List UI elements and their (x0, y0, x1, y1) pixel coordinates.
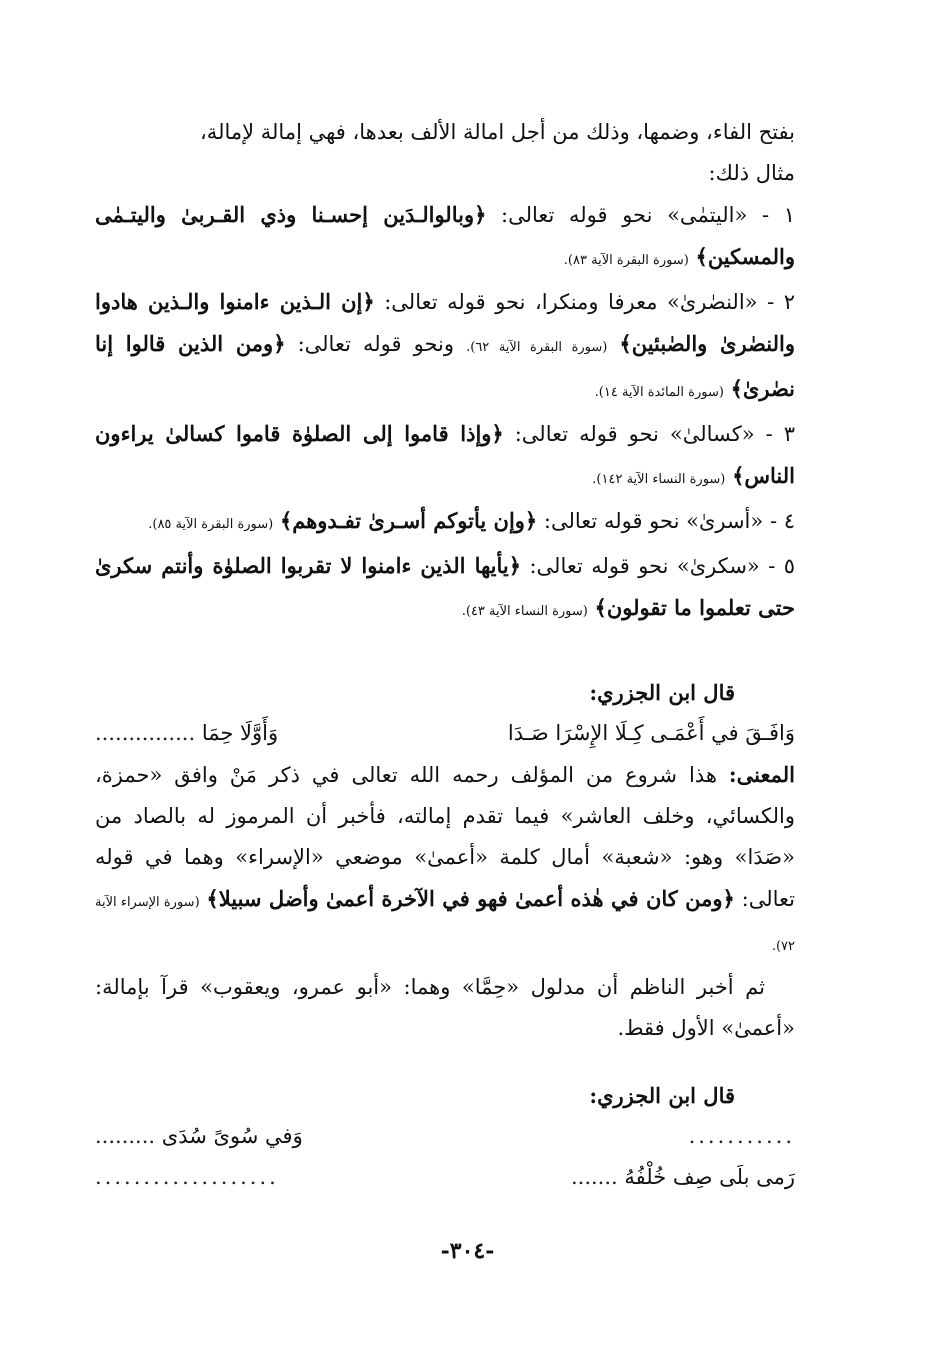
verse-reference: (سورة البقرة الآية ٨٥). (148, 517, 274, 532)
section-heading: قال ابن الجزري: (589, 680, 735, 705)
quran-verse: ﴿إن الـذين ءامنوا والـذين هادوا والنصٰرىٰ والصٰبئين﴾ (95, 289, 795, 356)
poem-dots: ........... (688, 1124, 795, 1148)
example-lead: «كسالىٰ» نحو قوله تعالى: (514, 422, 755, 446)
example-lead: «النصٰرىٰ» معرفا ومنكرا، نحو قوله تعالى: (384, 290, 758, 314)
poem-text: وَأَوَّلَا حِمَا (201, 721, 279, 745)
intro-paragraph (95, 112, 795, 194)
explanation-paragraph: ثم أخبر الناظم أن مدلول «حِمَّا» وهما: «أبو عمرو، ويعقوب» قرآ بإمالة: «أعمىٰ» الأول فقط. (95, 975, 795, 1040)
poem-hemistich-right: وَافَـقَ في أَعْمَـى كِـلَا الإِسْرَا صَـدَا (507, 721, 795, 745)
poem-line (95, 713, 795, 754)
example-5 (95, 545, 795, 632)
example-2 (95, 281, 795, 413)
example-3 (95, 413, 795, 500)
example-number: ٣ - (765, 422, 795, 446)
quran-verse: ﴿وإذا قاموا إلى الصلوٰة قاموا كسالىٰ يراءون الناس﴾ (95, 421, 795, 488)
example-lead: «اليتمٰى» نحو قوله تعالى: (501, 203, 748, 227)
example-1 (95, 194, 795, 281)
quran-verse: ﴿ومن كان في هٰذه أعمىٰ فهو في الآخرة أعمىٰ وأضل سبيلا﴾ (206, 886, 735, 911)
example-number: ١ - (761, 203, 795, 227)
intro-line-1: بفتح الفاء، وضمها، وذلك من أجل امالة الألف بعدها، فهي إمالة لإمالة، (200, 120, 795, 144)
meaning-paragraph (95, 754, 795, 967)
verse-reference: (سورة النساء الآية ٤٣). (461, 604, 588, 619)
example-lead: «سكرىٰ» نحو قوله تعالى: (529, 554, 760, 578)
poem-dots: ....... (570, 1165, 618, 1189)
example-lead-2: ونحو قوله تعالى: (297, 332, 455, 356)
poem-dots: ................... (95, 1165, 279, 1189)
verse-reference: (سورة البقرة الآية ٦٢). (466, 340, 608, 355)
poem-dots: ............... (95, 721, 196, 745)
verse-reference-2: (سورة المائدة الآية ١٤). (594, 385, 724, 400)
example-lead: «أسرىٰ» نحو قوله تعالى: (543, 509, 764, 533)
poem-hemistich-right (571, 1157, 795, 1198)
poem-text: وَفي سُوىً سُدَى (161, 1124, 303, 1148)
poem-text: رَمى بلَى صِف خُلْفُهُ (624, 1165, 795, 1189)
poem-line-1 (95, 1116, 795, 1157)
example-number: ٥ - (768, 554, 795, 578)
verse-reference: (سورة الإسراء الآية ٧٢). (95, 895, 795, 954)
page-body (95, 112, 795, 1198)
quran-verse: ﴿يأيها الذين ءامنوا لا تقربوا الصلوٰة وأنتم سكرىٰ حتى تعلموا ما تقولون﴾ (95, 553, 795, 620)
verse-reference: (سورة النساء الآية ١٤٢). (592, 472, 726, 487)
example-number: ٢ - (767, 290, 795, 314)
example-number: ٤ - (769, 509, 795, 533)
meaning-text: هذا شروع من المؤلف رحمه الله تعالى في ذكر مَنْ وافق «حمزة، والكسائي، وخلف العاشر» فيما تقدم إمالته، فأخبر أن المرموز له بالصاد من «صَدَا» وهو: «شعبة» أمال كلمة «أعمىٰ» موضعي «الإسراء» وهما في قوله تعالى: (95, 763, 795, 911)
example-4 (95, 500, 795, 545)
quran-verse: ﴿وإن يأتوكم أسـرىٰ تفـدوهم﴾ (279, 508, 538, 533)
intro-line-2: مثال ذلك: (708, 161, 795, 185)
poem-line-2 (95, 1157, 795, 1198)
poem-dots: ......... (95, 1124, 156, 1148)
poem-hemistich-left (95, 1116, 303, 1157)
poem-hemistich-left (95, 713, 278, 754)
quran-verse-2: ﴿ومن الذين قالوا إنا نصٰرىٰ﴾ (95, 331, 795, 401)
meaning-label: المعنى: (728, 762, 795, 787)
section-heading-2: قال ابن الجزري: (589, 1083, 735, 1108)
quran-verse: ﴿وبالوالـدَين إحسـنا وذي القـربىٰ واليتـمٰى والمسكين﴾ (95, 202, 795, 269)
verse-reference: (سورة البقرة الآية ٨٣). (563, 253, 689, 268)
page-number: -٣٠٤- (440, 1238, 495, 1264)
